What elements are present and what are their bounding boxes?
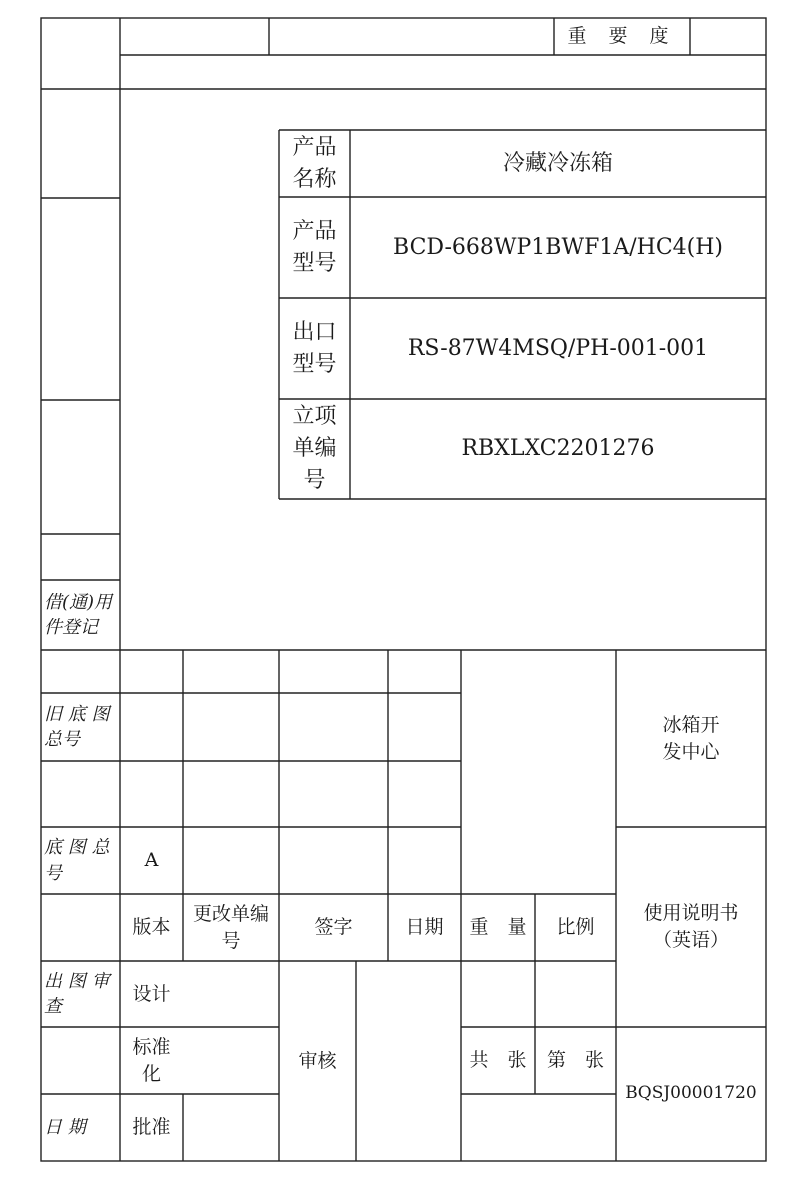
sheet-no: 第 张 — [546, 1049, 604, 1072]
product-model-label: 产品 型号 — [292, 218, 337, 276]
standardize-label: 标准 化 — [132, 1035, 171, 1085]
borrow-register-label: 借(通)用 件登记 — [44, 591, 113, 638]
date-label: 日 期 — [44, 1116, 86, 1138]
importance-label: 重 要 度 — [567, 25, 677, 48]
approve-label: 批准 — [132, 1116, 171, 1139]
revision-value: A — [144, 849, 159, 872]
weight-header: 重 量 — [469, 916, 527, 939]
product-model-value: BCD-668WP1BWF1A/HC4(H) — [393, 234, 723, 260]
signature-header: 签字 — [314, 916, 353, 939]
design-label: 设计 — [132, 982, 171, 1005]
change-no-header: 更改单编 号 — [192, 902, 269, 952]
review-sign-label: 审核 — [298, 1049, 337, 1072]
export-model-value: RS-87W4MSQ/PH-001-001 — [407, 335, 709, 361]
export-model-label: 出口 型号 — [292, 319, 337, 377]
review-label: 出 图 审 查 — [44, 970, 110, 1017]
product-name-label: 产品 名称 — [292, 134, 337, 192]
product-name-value: 冷藏冷冻箱 — [502, 150, 613, 176]
drawing-no-label: 底 图 总 号 — [44, 837, 110, 884]
old-drawing-no-label: 旧 底 图 总号 — [44, 703, 110, 750]
version-header: 版本 — [132, 916, 171, 939]
project-no-label: 立项 单编 号 — [292, 404, 337, 493]
document-title: 使用说明书 （英语） — [643, 902, 739, 951]
company-name: 冰箱开 发中心 — [662, 713, 720, 763]
document-code: BQSJ00001720 — [625, 1083, 757, 1104]
scale-header: 比例 — [556, 916, 595, 939]
importance-value — [690, 18, 766, 55]
project-no-value: RBXLXC2201276 — [461, 436, 655, 462]
date-header: 日期 — [405, 916, 444, 939]
total-sheets: 共 张 — [469, 1049, 527, 1072]
